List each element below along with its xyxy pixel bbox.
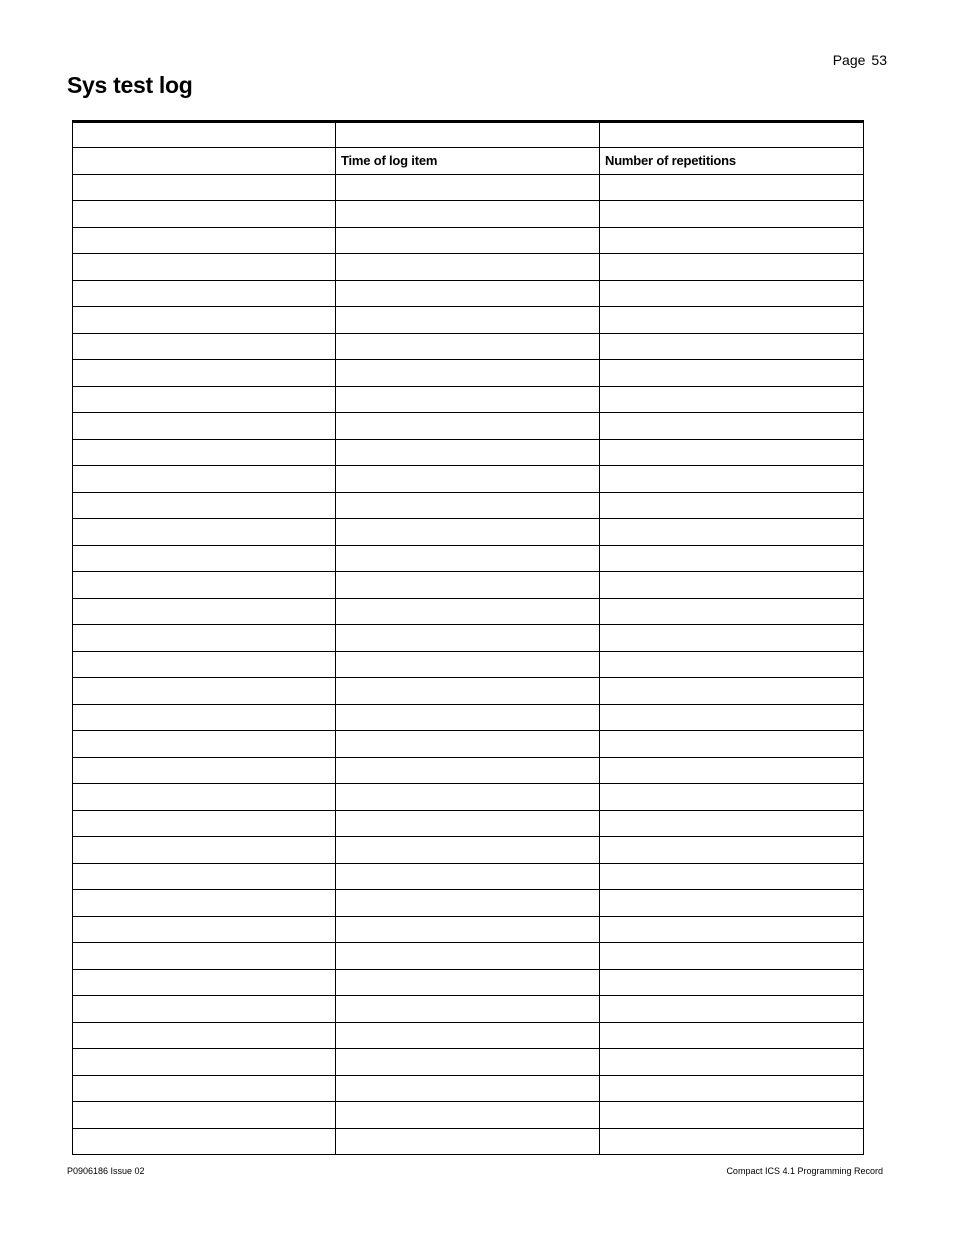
table-cell[interactable] <box>73 201 336 228</box>
table-cell[interactable] <box>73 1022 336 1049</box>
table-cell[interactable] <box>336 201 600 228</box>
table-cell[interactable] <box>600 890 864 917</box>
table-cell[interactable] <box>600 837 864 864</box>
table-row <box>73 1049 864 1076</box>
table-row <box>73 386 864 413</box>
table-cell[interactable] <box>336 810 600 837</box>
table-cell[interactable] <box>73 943 336 970</box>
table-row <box>73 678 864 705</box>
page-title: Sys test log <box>67 72 193 98</box>
table-cell[interactable] <box>336 413 600 440</box>
table-cell[interactable] <box>600 943 864 970</box>
table-cell[interactable] <box>600 519 864 546</box>
table-cell[interactable] <box>336 969 600 996</box>
table-row <box>73 625 864 652</box>
table-cell[interactable] <box>600 1128 864 1155</box>
table-row <box>73 572 864 599</box>
table-cell[interactable] <box>73 492 336 519</box>
table-cell[interactable] <box>336 625 600 652</box>
table-cell[interactable] <box>73 863 336 890</box>
table-cell[interactable] <box>336 704 600 731</box>
table-cell[interactable] <box>73 651 336 678</box>
table-row <box>73 969 864 996</box>
table-row <box>73 598 864 625</box>
table-cell[interactable] <box>73 916 336 943</box>
table-cell[interactable] <box>600 651 864 678</box>
table-cell[interactable] <box>73 598 336 625</box>
table-cell[interactable] <box>600 598 864 625</box>
table-row <box>73 545 864 572</box>
table-cell[interactable] <box>73 731 336 758</box>
table-row <box>73 651 864 678</box>
table-cell[interactable] <box>600 492 864 519</box>
column-header-number-of-repetitions: Number of repetitions <box>600 148 864 175</box>
table-cell[interactable] <box>336 386 600 413</box>
table-cell[interactable] <box>73 360 336 387</box>
table-cell[interactable] <box>73 1075 336 1102</box>
table-cell[interactable] <box>73 1049 336 1076</box>
table-row <box>73 837 864 864</box>
table-cell[interactable] <box>600 466 864 493</box>
table-cell[interactable] <box>336 1022 600 1049</box>
table-row <box>73 757 864 784</box>
table-cell[interactable] <box>336 837 600 864</box>
table-cell[interactable] <box>600 254 864 281</box>
table-cell[interactable] <box>336 492 600 519</box>
table-row <box>73 519 864 546</box>
table-cell[interactable] <box>600 122 864 148</box>
table-cell[interactable] <box>73 519 336 546</box>
table-row <box>73 466 864 493</box>
table-top-blank-row <box>73 122 864 148</box>
table-cell[interactable] <box>336 943 600 970</box>
table-row <box>73 174 864 201</box>
table-cell[interactable] <box>73 996 336 1023</box>
table-cell[interactable] <box>336 360 600 387</box>
table-cell[interactable] <box>336 651 600 678</box>
table-cell[interactable] <box>73 1102 336 1129</box>
page-label: Page <box>832 52 866 68</box>
table-row <box>73 413 864 440</box>
footer-doc-name: Compact ICS 4.1 Programming Record <box>726 1166 883 1176</box>
table-row <box>73 943 864 970</box>
table-cell[interactable] <box>336 784 600 811</box>
table-cell[interactable] <box>73 572 336 599</box>
table-cell[interactable] <box>73 254 336 281</box>
table-row <box>73 307 864 334</box>
table-cell[interactable] <box>600 227 864 254</box>
table-row <box>73 360 864 387</box>
table-row <box>73 996 864 1023</box>
table-cell[interactable] <box>600 1049 864 1076</box>
table-cell[interactable] <box>336 916 600 943</box>
table-cell[interactable] <box>73 227 336 254</box>
table-cell[interactable] <box>73 545 336 572</box>
table-cell[interactable] <box>73 625 336 652</box>
table-cell[interactable] <box>600 1022 864 1049</box>
table-row <box>73 333 864 360</box>
table-cell[interactable] <box>73 757 336 784</box>
table-cell[interactable] <box>336 863 600 890</box>
table-cell[interactable] <box>600 784 864 811</box>
table-cell[interactable] <box>600 360 864 387</box>
table-row <box>73 492 864 519</box>
table-cell[interactable] <box>73 439 336 466</box>
table-cell[interactable] <box>600 863 864 890</box>
table-cell[interactable] <box>600 333 864 360</box>
table-row <box>73 1102 864 1129</box>
table-row <box>73 1075 864 1102</box>
table-cell[interactable] <box>336 227 600 254</box>
table-cell[interactable] <box>336 1128 600 1155</box>
table-cell[interactable] <box>336 1075 600 1102</box>
table-cell[interactable] <box>73 280 336 307</box>
table-cell[interactable] <box>73 386 336 413</box>
table-cell[interactable] <box>600 386 864 413</box>
column-header-1 <box>73 148 336 175</box>
table-cell[interactable] <box>73 969 336 996</box>
table-cell[interactable] <box>600 1102 864 1129</box>
table-cell[interactable] <box>336 757 600 784</box>
table-cell[interactable] <box>336 174 600 201</box>
table-cell[interactable] <box>336 731 600 758</box>
table-cell[interactable] <box>600 996 864 1023</box>
table-cell[interactable] <box>73 890 336 917</box>
table-cell[interactable] <box>600 704 864 731</box>
table-cell[interactable] <box>73 122 336 148</box>
table-cell[interactable] <box>600 545 864 572</box>
table-row <box>73 916 864 943</box>
table-cell[interactable] <box>73 307 336 334</box>
table-cell[interactable] <box>336 545 600 572</box>
table-cell[interactable] <box>336 1102 600 1129</box>
table-row <box>73 863 864 890</box>
table-cell[interactable] <box>336 678 600 705</box>
table-cell[interactable] <box>73 784 336 811</box>
table-row <box>73 227 864 254</box>
table-cell[interactable] <box>73 333 336 360</box>
table-cell[interactable] <box>600 678 864 705</box>
table-row <box>73 731 864 758</box>
table-cell[interactable] <box>600 731 864 758</box>
table-cell[interactable] <box>600 439 864 466</box>
footer-doc-id: P0906186 Issue 02 <box>67 1166 145 1176</box>
table-cell[interactable] <box>336 466 600 493</box>
table-row <box>73 810 864 837</box>
table-row <box>73 1022 864 1049</box>
table-cell[interactable] <box>73 174 336 201</box>
table-cell[interactable] <box>336 439 600 466</box>
table-cell[interactable] <box>600 757 864 784</box>
table-cell[interactable] <box>336 890 600 917</box>
table-cell[interactable] <box>73 810 336 837</box>
table-row <box>73 439 864 466</box>
table-cell[interactable] <box>600 969 864 996</box>
table-row <box>73 784 864 811</box>
table-cell[interactable] <box>600 280 864 307</box>
table-cell[interactable] <box>73 413 336 440</box>
table-row <box>73 1128 864 1155</box>
table-cell[interactable] <box>73 1128 336 1155</box>
table-cell[interactable] <box>600 625 864 652</box>
table-cell[interactable] <box>600 413 864 440</box>
table-cell[interactable] <box>336 307 600 334</box>
log-table-body <box>73 122 864 1155</box>
table-cell[interactable] <box>600 1075 864 1102</box>
column-header-time-of-log-item: Time of log item <box>336 148 600 175</box>
table-cell[interactable] <box>336 280 600 307</box>
table-cell[interactable] <box>336 519 600 546</box>
table-row <box>73 280 864 307</box>
table-cell[interactable] <box>600 201 864 228</box>
table-cell[interactable] <box>336 598 600 625</box>
table-cell[interactable] <box>600 174 864 201</box>
sys-test-log-table <box>72 120 864 1155</box>
page-number-value: 53 <box>871 52 887 68</box>
table-row <box>73 704 864 731</box>
table-cell[interactable] <box>73 704 336 731</box>
table-cell[interactable] <box>336 572 600 599</box>
table-cell[interactable] <box>73 837 336 864</box>
table-row <box>73 201 864 228</box>
table-cell[interactable] <box>336 996 600 1023</box>
page-number <box>833 52 887 68</box>
table-cell[interactable] <box>73 466 336 493</box>
table-cell[interactable] <box>336 254 600 281</box>
table-header-row <box>73 148 864 175</box>
table-row <box>73 254 864 281</box>
table-cell[interactable] <box>336 333 600 360</box>
table-cell[interactable] <box>600 307 864 334</box>
table-row <box>73 890 864 917</box>
table-cell[interactable] <box>336 1049 600 1076</box>
table-cell[interactable] <box>600 810 864 837</box>
table-cell[interactable] <box>600 916 864 943</box>
table-cell[interactable] <box>600 572 864 599</box>
table-cell[interactable] <box>73 678 336 705</box>
table-cell[interactable] <box>336 122 600 148</box>
